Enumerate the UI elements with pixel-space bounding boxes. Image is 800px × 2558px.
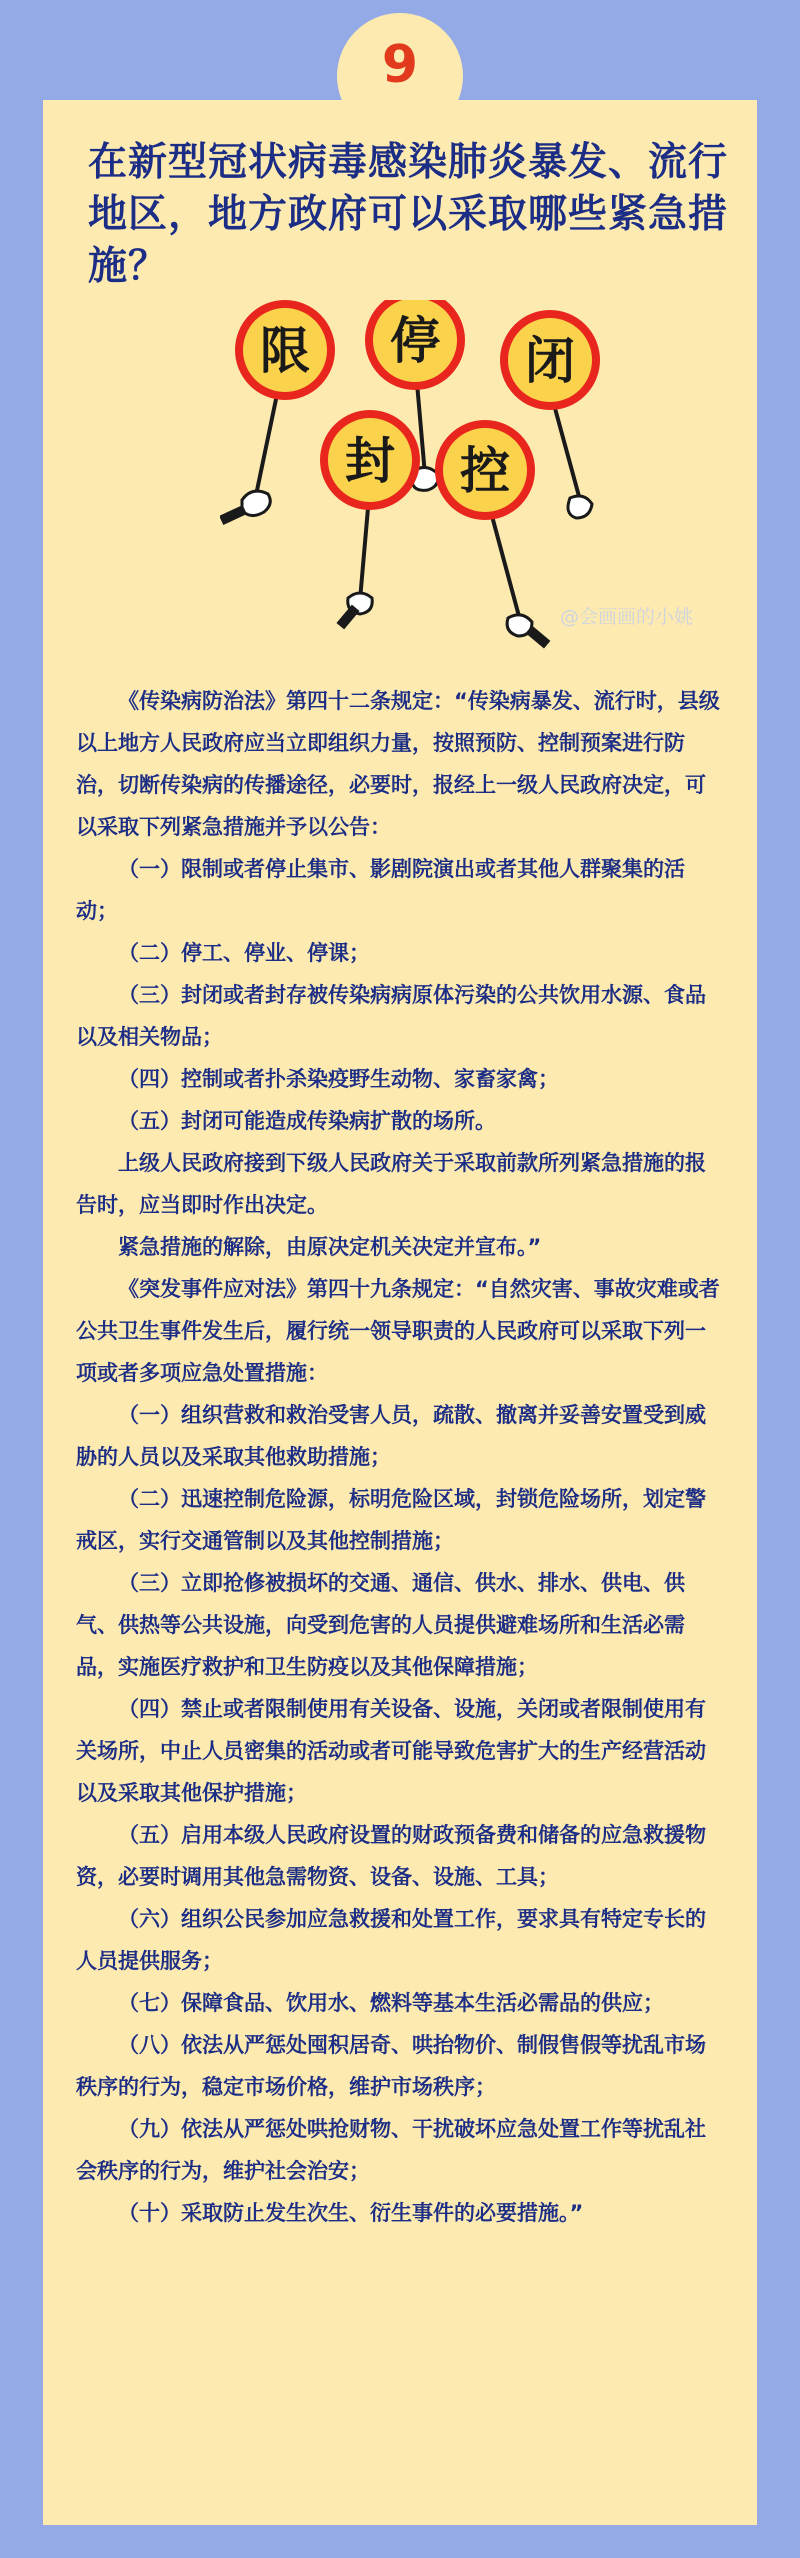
paragraph: （九）依法从严惩处哄抢财物、干扰破坏应急处置工作等扰乱社会秩序的行为，维护社会治安； bbox=[76, 2117, 706, 2183]
paragraph: （一）组织营救和救治受害人员，疏散、撤离并妥善安置受到威胁的人员以及采取其他救助措施； bbox=[76, 1403, 706, 1469]
paragraph: （五）启用本级人民政府设置的财政预备费和储备的应急救援物资，必要时调用其他急需物资、设备、设施、工具； bbox=[76, 1823, 706, 1889]
paragraph: 紧急措施的解除，由原决定机关决定并宣布。” bbox=[118, 1235, 542, 1259]
arm-icon-kong bbox=[526, 625, 551, 648]
arm-icon-xian bbox=[220, 505, 247, 525]
paragraph: （十）采取防止发生次生、衍生事件的必要措施。” bbox=[118, 2201, 584, 2225]
sign-label-kong: 控 bbox=[460, 442, 510, 500]
article-body bbox=[76, 680, 726, 2234]
badge-number: 9 bbox=[381, 35, 419, 95]
paragraph: （四）控制或者扑杀染疫野生动物、家畜家禽； bbox=[118, 1067, 559, 1091]
page-title: 在新型冠状病毒感染肺炎暴发、流行地区，地方政府可以采取哪些紧急措施？ bbox=[88, 139, 729, 289]
paragraph: （二）迅速控制危险源，标明危险区域，封锁危险场所，划定警戒区，实行交通管制以及其他控制措施； bbox=[76, 1487, 706, 1553]
paragraph: 《突发事件应对法》第四十九条规定：“自然灾害、事故灾难或者公共卫生事件发生后，履行统一领导职责的人民政府可以采取下列一项或者多项应急处置措施： bbox=[76, 1277, 720, 1385]
paragraph: （五）封闭可能造成传染病扩散的场所。 bbox=[118, 1109, 496, 1133]
hand-icon-xian bbox=[242, 491, 270, 515]
paragraph: （六）组织公民参加应急救援和处置工作，要求具有特定专长的人员提供服务； bbox=[76, 1907, 706, 1973]
sign-label-xian: 限 bbox=[260, 322, 310, 380]
paragraph: （三）立即抢修被损坏的交通、通信、供水、排水、供电、供气、供热等公共设施，向受到危害的人员提供避难场所和生活必需品，实施医疗救护和卫生防疫以及其他保障措施； bbox=[76, 1571, 685, 1679]
paragraph: 《传染病防治法》第四十二条规定：“传染病暴发、流行时，县级以上地方人民政府应当立即组织力量，按照预防、控制预案进行防治，切断传染病的传播途径，必要时，报经上一级人民政府决定，可以采取下列紧急措施并予以公告： bbox=[76, 689, 720, 839]
sign-label-ting: 停 bbox=[390, 312, 440, 370]
watermark: @会画画的小姚 bbox=[560, 606, 694, 628]
paragraph: （二）停工、停业、停课； bbox=[118, 941, 370, 965]
paragraph: 上级人民政府接到下级人民政府关于采取前款所列紧急措施的报告时，应当即时作出决定。 bbox=[76, 1151, 706, 1217]
sign-label-bi: 闭 bbox=[525, 332, 575, 390]
sign-label-feng: 封 bbox=[345, 432, 395, 490]
paragraph: （四）禁止或者限制使用有关设备、设施，关闭或者限制使用有关场所，中止人员密集的活动或者可能导致危害扩大的生产经营活动以及采取其他保护措施； bbox=[76, 1697, 706, 1805]
paragraph: （三）封闭或者封存被传染病病原体污染的公共饮用水源、食品以及相关物品； bbox=[76, 983, 706, 1049]
paragraph: （八）依法从严惩处囤积居奇、哄抬物价、制假售假等扰乱市场秩序的行为，稳定市场价格，维护市场秩序； bbox=[76, 2033, 706, 2099]
paragraph: （一）限制或者停止集市、影剧院演出或者其他人群聚集的活动； bbox=[76, 857, 685, 923]
hand-icon-bi bbox=[568, 496, 592, 518]
paragraph: （七）保障食品、饮用水、燃料等基本生活必需品的供应； bbox=[118, 1991, 664, 2015]
